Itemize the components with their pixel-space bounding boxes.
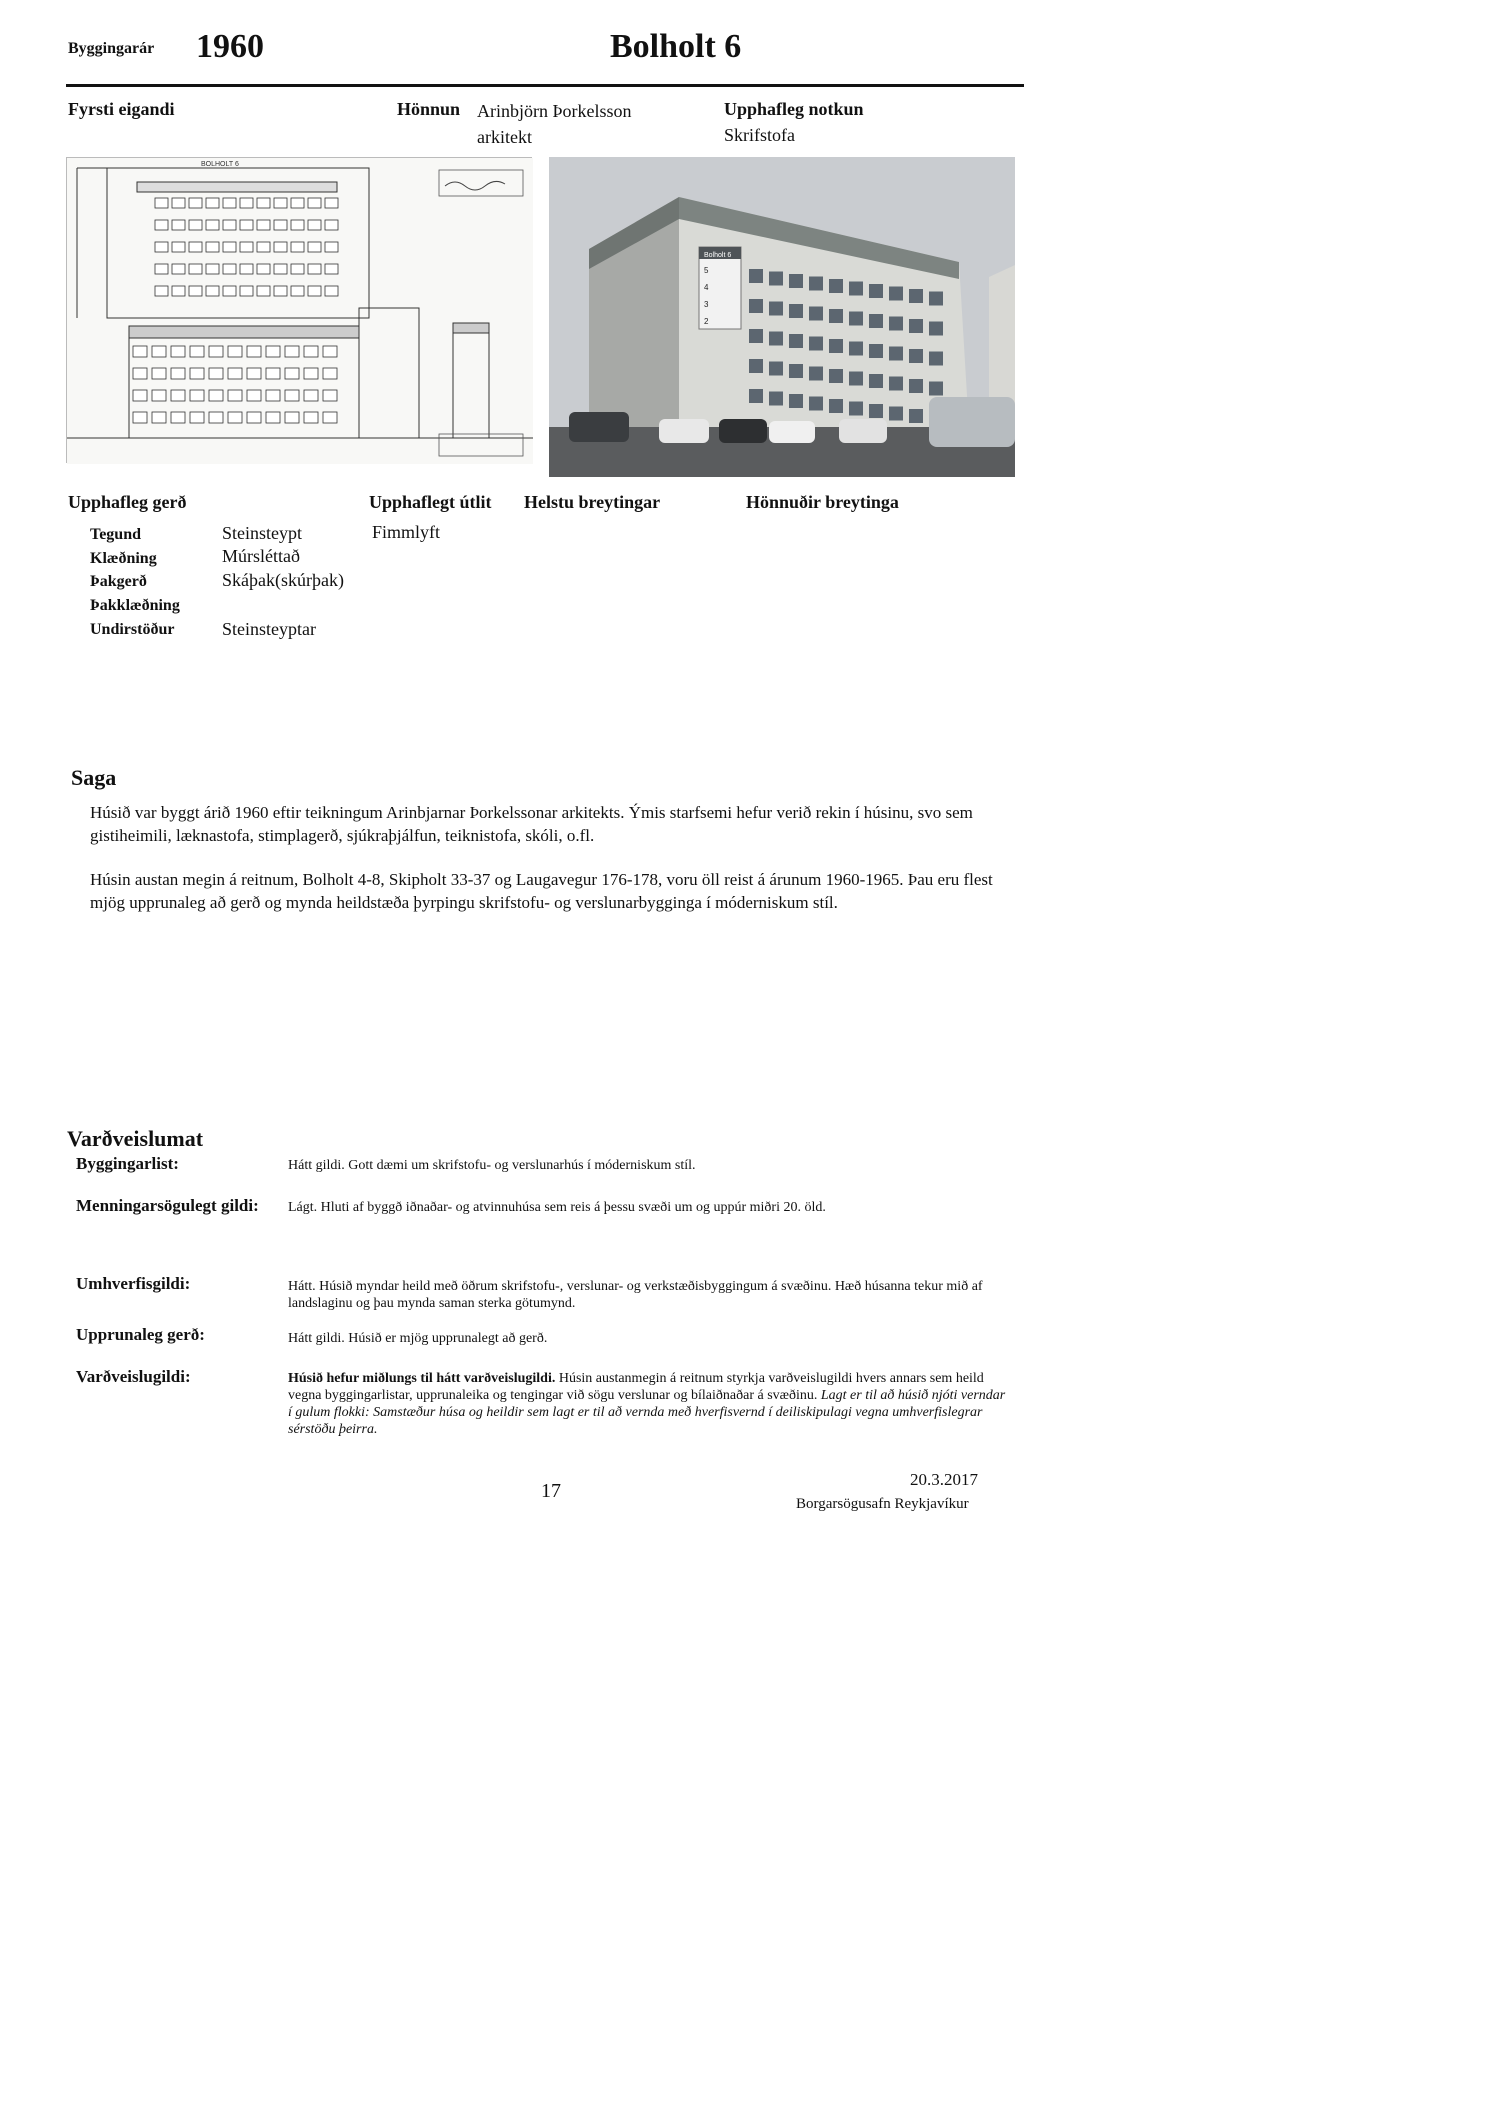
sign-floor-number: 3 <box>704 300 709 309</box>
window-mark <box>152 346 166 357</box>
window-mark <box>133 368 147 379</box>
facade-window <box>849 402 863 416</box>
facade-window <box>909 409 923 423</box>
window-mark <box>285 346 299 357</box>
facade-window <box>789 334 803 348</box>
facade-window <box>809 307 823 321</box>
window-mark <box>257 242 270 252</box>
organization-name: Borgarsögusafn Reykjavíkur <box>796 1496 969 1512</box>
facade-window <box>809 337 823 351</box>
facade-window <box>889 347 903 361</box>
designer-name: Arinbjörn Þorkelsson <box>477 101 632 121</box>
facade-window <box>909 379 923 393</box>
use-label: Upphafleg notkun <box>724 99 864 119</box>
facade-window <box>789 274 803 288</box>
window-mark <box>190 412 204 423</box>
window-mark <box>325 198 338 208</box>
design-label: Hönnun <box>397 99 461 119</box>
window-mark <box>209 346 223 357</box>
window-mark <box>308 242 321 252</box>
window-mark <box>291 242 304 252</box>
facade-window <box>749 269 763 283</box>
page-title: Bolholt 6 <box>610 28 742 65</box>
sign-floor-number: 2 <box>704 317 709 326</box>
facade-window <box>869 374 883 388</box>
preservation-verdict: Húsið hefur miðlungs til hátt varðveislugildi. <box>288 1371 556 1386</box>
assessment-label-cultural: Menningarsögulegt gildi: <box>76 1196 259 1215</box>
window-mark <box>189 220 202 230</box>
facade-window <box>749 389 763 403</box>
window-mark <box>274 286 287 296</box>
window-mark <box>189 286 202 296</box>
window-mark <box>190 346 204 357</box>
window-mark <box>240 220 253 230</box>
facade-window <box>829 309 843 323</box>
window-mark <box>323 368 337 379</box>
spec-label-klaedning: Klæðning <box>90 550 157 567</box>
facade-window <box>849 282 863 296</box>
facade-window <box>849 372 863 386</box>
facade-window <box>909 319 923 333</box>
year-label: Byggingarár <box>68 40 155 57</box>
facade-window <box>909 349 923 363</box>
window-mark <box>189 198 202 208</box>
window-mark <box>190 368 204 379</box>
window-mark <box>266 412 280 423</box>
window-mark <box>323 412 337 423</box>
window-mark <box>223 286 236 296</box>
designer-title: arkitekt <box>477 127 532 147</box>
facade-window <box>869 344 883 358</box>
window-mark <box>223 198 236 208</box>
assessment-label-architecture: Byggingarlist: <box>76 1154 179 1173</box>
assessment-label-original: Upprunaleg gerð: <box>76 1325 205 1344</box>
window-mark <box>172 242 185 252</box>
window-mark <box>247 368 261 379</box>
window-mark <box>266 390 280 401</box>
appearance-section-header: Upphaflegt útlit <box>369 492 492 512</box>
window-mark <box>152 412 166 423</box>
window-mark <box>155 286 168 296</box>
window-mark <box>240 264 253 274</box>
window-mark <box>206 198 219 208</box>
drawing-title: BOLHOLT 6 <box>201 161 239 168</box>
facade-window <box>769 272 783 286</box>
window-mark <box>206 242 219 252</box>
window-mark <box>285 412 299 423</box>
window-mark <box>172 198 185 208</box>
window-mark <box>133 346 147 357</box>
window-mark <box>240 198 253 208</box>
window-mark <box>206 286 219 296</box>
window-mark <box>171 412 185 423</box>
window-mark <box>325 220 338 230</box>
assessment-value-architecture: Hátt gildi. Gott dæmi um skrifstofu- og verslunarhús í móderniskum stíl. <box>288 1158 696 1173</box>
spec-value-undirstodur: Steinsteyptar <box>222 619 316 639</box>
window-mark <box>228 412 242 423</box>
window-mark <box>247 412 261 423</box>
window-mark <box>209 412 223 423</box>
facade-window <box>829 369 843 383</box>
assessment-title: Varðveislumat <box>67 1126 204 1151</box>
use-value: Skrifstofa <box>724 125 795 145</box>
build-year: 1960 <box>196 28 264 65</box>
spec-label-tegund: Tegund <box>90 526 141 543</box>
spec-value-klaedning: Múrsléttað <box>222 546 300 566</box>
facade-window <box>929 352 943 366</box>
facade-window <box>749 299 763 313</box>
facade-window <box>769 332 783 346</box>
preservation-recommendation: Lagt er til að húsið njóti verndar í gulum flokki: Samstæður húsa og heildir sem lagt er til að vernda með hverfisvernd í deiliskipulagi vegna umhverfislegrar sérstöðu þeirra. <box>288 1388 1006 1437</box>
window-mark <box>190 390 204 401</box>
window-mark <box>291 198 304 208</box>
window-mark <box>308 220 321 230</box>
window-mark <box>223 220 236 230</box>
spec-value-thakgerd: Skáþak(skúrþak) <box>222 570 344 590</box>
facade-window <box>769 302 783 316</box>
assessment-value-environment: Hátt. Húsið myndar heild með öðrum skrifstofu-, verslunar- og verkstæðisbyggingum á svæðinu. Hæð húsanna tekur mið af landslaginu og þau mynda saman sterka götumynd. <box>288 1279 983 1311</box>
window-mark <box>209 390 223 401</box>
window-mark <box>133 390 147 401</box>
window-mark <box>266 346 280 357</box>
window-mark <box>325 264 338 274</box>
change-designers-header: Hönnuðir breytinga <box>746 492 899 512</box>
assessment-value-original: Hátt gildi. Húsið er mjög upprunalegt að gerð. <box>288 1331 548 1346</box>
facade-window <box>829 279 843 293</box>
window-mark <box>291 286 304 296</box>
window-mark <box>274 220 287 230</box>
facade-window <box>909 289 923 303</box>
window-mark <box>172 286 185 296</box>
window-mark <box>257 264 270 274</box>
facade-window <box>869 284 883 298</box>
spec-label-thakgerd: Þakgerð <box>90 573 147 590</box>
facade-window <box>929 382 943 396</box>
facade-window <box>749 359 763 373</box>
window-mark <box>171 390 185 401</box>
facade-window <box>809 397 823 411</box>
window-mark <box>228 346 242 357</box>
assessment-value-preservation <box>288 1370 1008 1438</box>
facade-window <box>849 342 863 356</box>
window-mark <box>323 346 337 357</box>
window-mark <box>325 286 338 296</box>
window-mark <box>308 286 321 296</box>
saga-paragraph-2: Húsin austan megin á reitnum, Bolholt 4-8, Skipholt 33-37 og Laugavegur 176-178, voru öll reist á árunum 1960-1965. Þau eru flest mjög upprunaleg að gerð og mynda heildstæða þyrpingu skrifstofu- og verslunarbygginga í móderniskum stíl. <box>90 870 993 912</box>
window-mark <box>172 264 185 274</box>
window-mark <box>323 390 337 401</box>
changes-section-header: Helstu breytingar <box>524 492 661 512</box>
window-mark <box>172 220 185 230</box>
assessment-label-preservation: Varðveislugildi: <box>76 1367 191 1386</box>
window-mark <box>257 220 270 230</box>
facade-window <box>749 329 763 343</box>
preservation-detail: Húsin austanmegin á reitnum styrkja varðveislugildi hvers annars sem heild vegna byggingarlistar, upprunaleika og tengingar við sögu verslunar og bílaiðnaðar á svæðinu. <box>288 1371 984 1403</box>
facade-window <box>889 317 903 331</box>
window-mark <box>285 368 299 379</box>
facade-window <box>789 304 803 318</box>
window-mark <box>285 390 299 401</box>
window-mark <box>209 368 223 379</box>
window-mark <box>247 390 261 401</box>
window-mark <box>247 346 261 357</box>
facade-window <box>889 287 903 301</box>
facade-window <box>809 367 823 381</box>
building-photo <box>549 157 1015 477</box>
assessment-value-cultural: Lágt. Hluti af byggð iðnaðar- og atvinnuhúsa sem reis á þessu svæði um og uppúr miðri 20. öld. <box>288 1200 826 1215</box>
facade-window <box>849 312 863 326</box>
window-mark <box>308 264 321 274</box>
window-mark <box>240 242 253 252</box>
facade-window <box>869 314 883 328</box>
window-mark <box>152 390 166 401</box>
page-number: 17 <box>541 1480 561 1502</box>
window-mark <box>133 412 147 423</box>
header-rule <box>66 84 1024 87</box>
window-mark <box>155 198 168 208</box>
facade-window <box>789 394 803 408</box>
window-mark <box>223 264 236 274</box>
window-mark <box>171 346 185 357</box>
facade-window <box>929 292 943 306</box>
facade-window <box>889 377 903 391</box>
facade-window <box>809 277 823 291</box>
owner-label: Fyrsti eigandi <box>68 99 175 119</box>
architectural-drawing <box>66 157 532 463</box>
window-mark <box>325 242 338 252</box>
facade-window <box>769 392 783 406</box>
window-mark <box>257 198 270 208</box>
facade-window <box>929 322 943 336</box>
window-mark <box>240 286 253 296</box>
window-mark <box>206 220 219 230</box>
window-mark <box>291 264 304 274</box>
facade-window <box>829 399 843 413</box>
window-mark <box>155 220 168 230</box>
window-mark <box>206 264 219 274</box>
window-mark <box>155 264 168 274</box>
window-mark <box>304 346 318 357</box>
window-mark <box>291 220 304 230</box>
window-mark <box>228 390 242 401</box>
saga-title: Saga <box>71 765 117 790</box>
saga-paragraph-1: Húsið var byggt árið 1960 eftir teikningum Arinbjarnar Þorkelssonar arkitekts. Ýmis starfsemi hefur verið rekin í húsinu, svo sem gistiheimili, læknastofa, stimplagerð, sjúkraþjálfun, teiknistofa, skóli, o.fl. <box>90 803 973 845</box>
window-mark <box>274 242 287 252</box>
type-section-header: Upphafleg gerð <box>68 492 187 512</box>
window-mark <box>304 412 318 423</box>
window-mark <box>228 368 242 379</box>
window-mark <box>223 242 236 252</box>
assessment-label-environment: Umhverfisgildi: <box>76 1274 191 1293</box>
sign-floor-number: 4 <box>704 283 709 292</box>
window-mark <box>274 198 287 208</box>
appearance-value: Fimmlyft <box>372 522 441 542</box>
window-mark <box>189 264 202 274</box>
sign-title: Bolholt 6 <box>704 252 732 259</box>
window-mark <box>152 368 166 379</box>
facade-window <box>889 407 903 421</box>
spec-label-thakklaedning: Þakklæðning <box>90 597 180 614</box>
document-date: 20.3.2017 <box>910 1470 978 1489</box>
spec-label-undirstodur: Undirstöður <box>90 621 175 638</box>
window-mark <box>308 198 321 208</box>
window-mark <box>304 368 318 379</box>
window-mark <box>257 286 270 296</box>
window-mark <box>171 368 185 379</box>
window-mark <box>304 390 318 401</box>
window-mark <box>274 264 287 274</box>
window-mark <box>189 242 202 252</box>
facade-window <box>769 362 783 376</box>
facade-window <box>869 404 883 418</box>
window-mark <box>155 242 168 252</box>
facade-window <box>789 364 803 378</box>
window-mark <box>266 368 280 379</box>
spec-value-tegund: Steinsteypt <box>222 523 302 543</box>
facade-window <box>829 339 843 353</box>
sign-floor-number: 5 <box>704 266 709 275</box>
